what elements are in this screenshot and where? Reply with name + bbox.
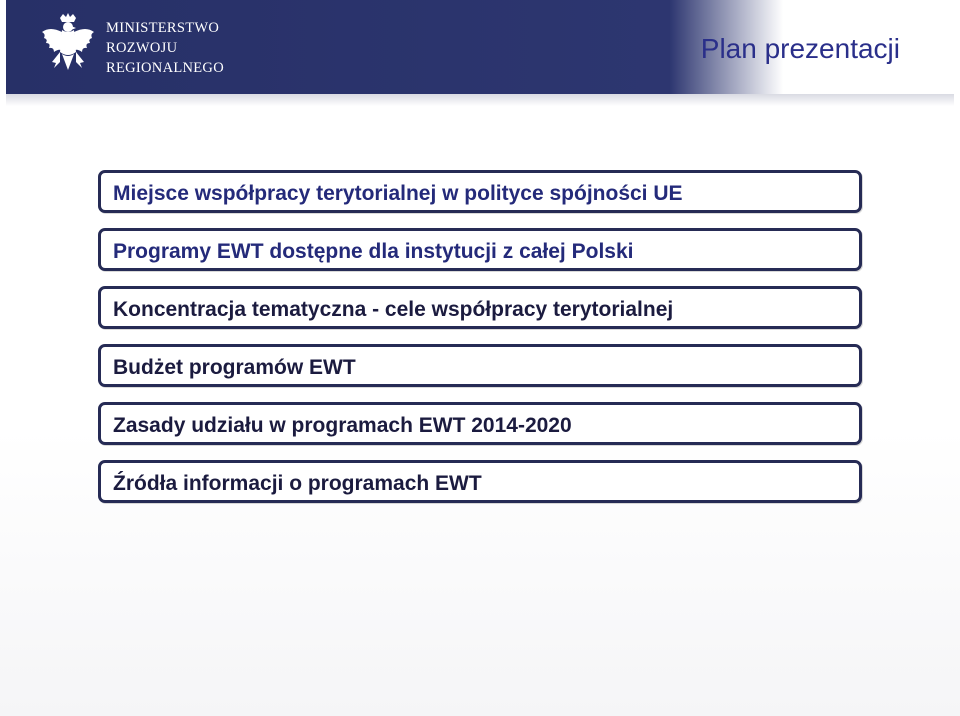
slide-title: Plan prezentacji bbox=[700, 33, 900, 64]
agenda-item bbox=[98, 344, 862, 387]
agenda-item-label: Programy EWT dostępne dla instytucji z całej Polski bbox=[113, 240, 634, 263]
ministry-logo bbox=[40, 12, 240, 84]
agenda-item-label: Budżet programów EWT bbox=[113, 356, 356, 379]
agenda-item-label: Miejsce współpracy terytorialnej w polityce spójności UE bbox=[113, 182, 683, 205]
ministry-name-line-1: MINISTERSTWO bbox=[106, 20, 220, 36]
agenda-item bbox=[98, 170, 862, 213]
agenda-item bbox=[98, 228, 862, 271]
agenda-item bbox=[98, 286, 862, 329]
ministry-name-line-3: REGIONALNEGO bbox=[106, 60, 224, 76]
agenda-item bbox=[98, 460, 862, 503]
white-eagle-emblem-icon bbox=[40, 12, 96, 82]
agenda-item-label: Źródła informacji o programach EWT bbox=[113, 472, 482, 495]
ministry-name bbox=[106, 18, 224, 78]
agenda-item bbox=[98, 402, 862, 445]
header-shadow-band bbox=[6, 94, 954, 106]
agenda-item-label: Koncentracja tematyczna - cele współpracy terytorialnej bbox=[113, 298, 674, 321]
ministry-name-line-2: ROZWOJU bbox=[106, 40, 178, 56]
agenda-list bbox=[98, 170, 862, 518]
agenda-item-label: Zasady udziału w programach EWT 2014-2020 bbox=[113, 414, 572, 437]
header-bar bbox=[6, 0, 954, 94]
